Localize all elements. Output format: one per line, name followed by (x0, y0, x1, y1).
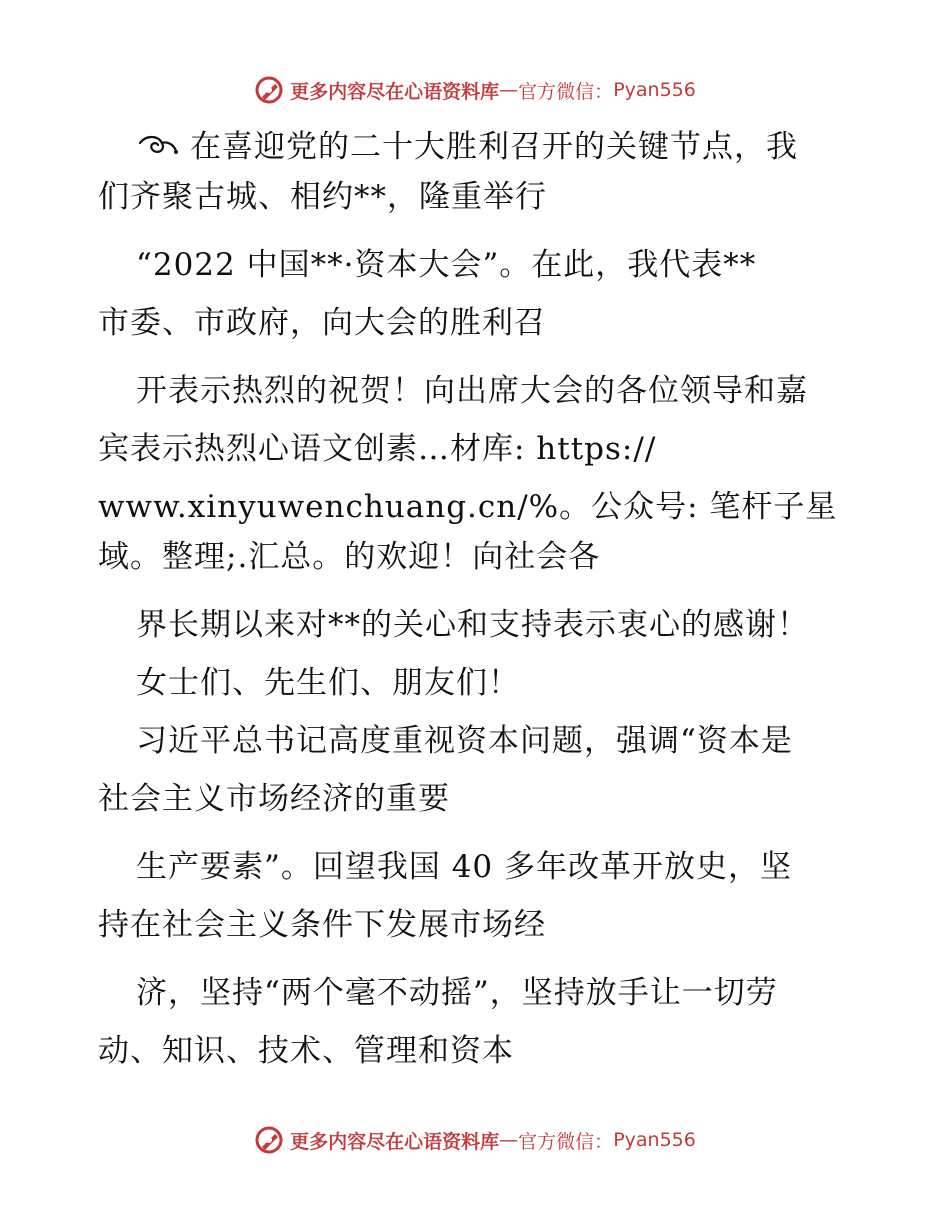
paragraph-line: 生产要素”。回望我国 40 多年改革开放史，坚 (136, 849, 793, 885)
paragraph-line: 持在社会主义条件下发展市场经 (98, 907, 546, 943)
paragraph-line: 们齐聚古城、相约**，隆重举行 (98, 179, 547, 215)
paragraph-line: 动、知识、技术、管理和资本 (98, 1033, 514, 1069)
paragraph-line: 济，坚持“两个毫不动摇”，坚持放手让一切劳 (136, 975, 778, 1011)
footer-brand-text: 更多内容尽在心语资料库 (290, 1130, 500, 1153)
paragraph-line: 女士们、先生们、朋友们！ (136, 665, 520, 701)
footer-dash: — (499, 1129, 519, 1151)
footer-wechat-label: 官方微信： (518, 1130, 614, 1153)
paragraph-line: 习近平总书记高度重视资本问题，强调“资本是 (136, 723, 793, 759)
line-text: 在喜迎党的二十大胜利召开的关键节点，我 (190, 129, 798, 165)
paragraph-line: 界长期以来对**的关心和支持表示衷心的感谢！ (136, 607, 809, 643)
footer-banner (0, 1120, 950, 1160)
document-body (98, 118, 858, 1080)
header-brand-text: 更多内容尽在心语资料库 (290, 80, 500, 103)
paragraph-line: “2022 中国**·资本大会”。在此，我代表** (136, 247, 757, 283)
header-wechat-id: Pyan556 (613, 79, 696, 101)
paragraph-line (98, 118, 858, 176)
swirl-ornament-icon (136, 131, 180, 161)
paragraph-line: 域。整理;.汇总。的欢迎！向社会各 (98, 539, 601, 575)
pen-seal-icon (254, 75, 284, 105)
paragraph-line: 开表示热烈的祝贺！向出席大会的各位领导和嘉 (136, 373, 808, 409)
paragraph-line: 市委、市政府，向大会的胜利召 (98, 305, 546, 341)
header-dash: — (499, 79, 519, 101)
paragraph-line: www.xinyuwenchuang.cn/%。公众号: 笔杆子星 (98, 489, 838, 525)
paragraph-line: 宾表示热烈心语文创素…材库: https:// (98, 431, 657, 467)
paragraph-line: 社会主义市场经济的重要 (98, 781, 450, 817)
header-banner (0, 70, 950, 110)
pen-seal-icon (254, 1125, 284, 1155)
footer-wechat-id: Pyan556 (613, 1129, 696, 1151)
header-wechat-label: 官方微信： (518, 80, 614, 103)
